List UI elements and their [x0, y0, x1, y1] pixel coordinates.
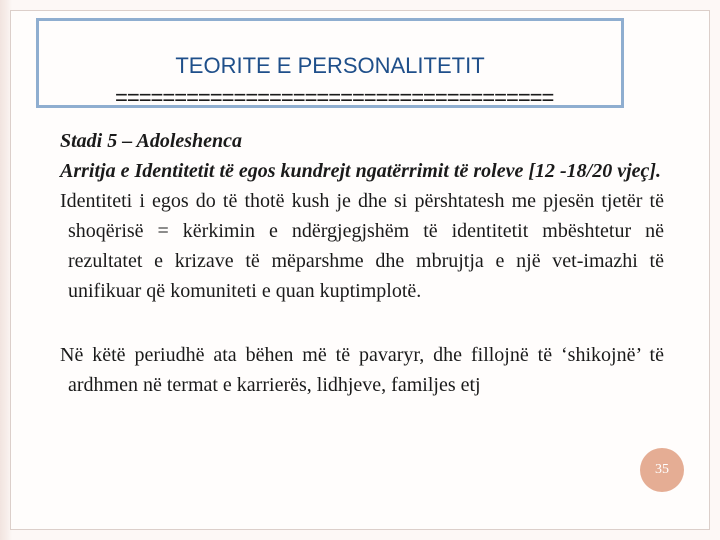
paragraph-identity: Identiteti i egos do të thotë kush je dhe si përshtatesh me pjesën tjetër të shoqërisë = kërkimin e ndërgjegjshëm të identitetit mbështetur në rezultatet e krizave të mëparshme dhe mbrujtja e një vet-imazhi të unifikuar që komuniteti e quan kuptimplotë. — [60, 190, 664, 302]
slide-content — [60, 126, 664, 400]
spacer — [60, 306, 664, 340]
stage-heading: Stadi 5 – Adoleshenca — [60, 130, 243, 152]
title-box — [36, 18, 624, 108]
slide-title: TEORITE E PERSONALITETIT — [175, 53, 485, 78]
paragraph-period: Në këtë periudhë ata bëhen më të pavaryr, dhe fillojnë të ‘shikojnë’ të ardhmen në termat e karrierës, lidhjeve, familjes etj — [60, 344, 664, 396]
title-underline: ===================================== — [115, 85, 554, 110]
stage-subheading: Arritja e Identitetit të egos kundrejt ngatërrimit të roleve [12 -18/20 vjeç]. — [60, 160, 662, 182]
page-number-badge: 35 — [640, 448, 684, 492]
